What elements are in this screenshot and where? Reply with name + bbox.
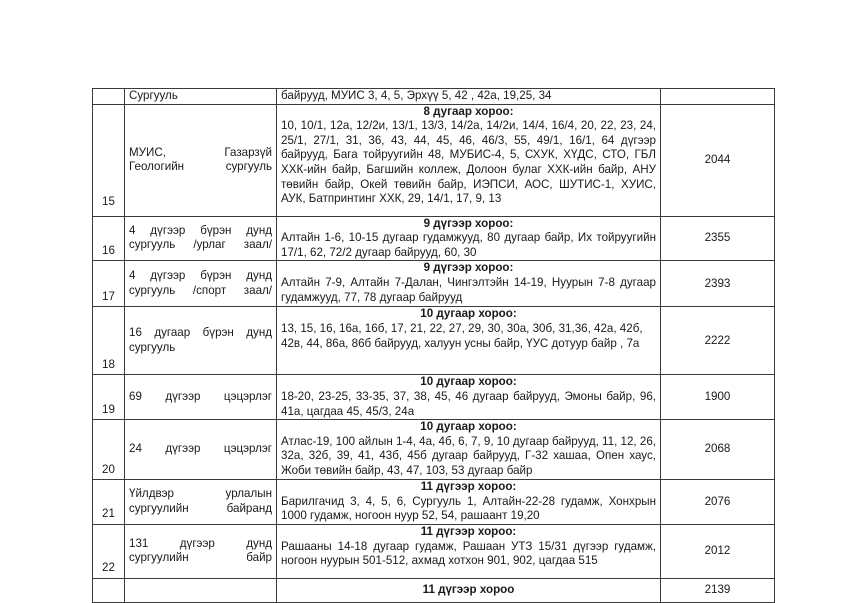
table-row [93, 375, 775, 420]
address-text: Барилгачид 3, 4, 5, 6, Сургууль 1, Алтайн-22-28 гудамж, Хонхрын 1000 гудамж, ногоон нуур 52, 54, рашаант 19,20 [281, 494, 656, 523]
row-number: 15 [93, 104, 125, 216]
table-row [93, 420, 775, 480]
khoroo-heading: 11 дүгээр хороо: [420, 480, 517, 494]
khoroo-heading: 11 дүгээр хороо [422, 583, 515, 597]
khoroo-heading: 8 дугаар хороо: [423, 104, 514, 118]
station-name: Үйлдвэр урлалын сургуулийн байранд [125, 480, 277, 525]
address-cell [277, 480, 661, 525]
khoroo-heading: 10 дугаар хороо: [420, 375, 517, 389]
table-row [93, 104, 775, 216]
station-name: 16 дугаар бүрэн дунд сургууль [125, 307, 277, 375]
address-cell [277, 578, 661, 602]
voter-count: 2139 [661, 578, 775, 602]
voter-count [661, 89, 775, 105]
address-cell [277, 261, 661, 307]
table-row [93, 578, 775, 602]
address-cell [277, 524, 661, 578]
address-text: байрууд, МУИС 3, 4, 5, Эрхүү 5, 42 , 42а, 19,25, 34 [281, 89, 552, 102]
station-name: 4 дүгээр бүрэн дунд сургууль /спорт заал/ [125, 261, 277, 307]
address-text: Алтайн 1-6, 10-15 дугаар гудамжууд, 80 дугаар байр, Их тойруугийн 17/1, 62, 72/2 дугаар байрууд, 60, 30 [281, 231, 656, 259]
voter-count: 2076 [661, 480, 775, 525]
address-text: Атлас-19, 100 айлын 1-4, 4а, 4б, 6, 7, 9, 10 дугаар байрууд, 11, 12, 26, 32а, 32б, 39, 41, 43б, 45б дугаар байрууд, Г-32 хашаа, Опен хаус, Жоби төвийн байр, 43, 47, 103, 53 дугаар байр [281, 434, 656, 477]
khoroo-heading: 9 дүгээр хороо: [423, 216, 514, 230]
voter-count: 1900 [661, 375, 775, 420]
khoroo-heading: 9 дүгээр хороо: [423, 261, 514, 275]
row-number: 22 [93, 524, 125, 578]
address-text: 13, 15, 16, 16а, 16б, 17, 21, 22, 27, 29, 30, 30а, 30б, 31,36, 42а, 42б, [281, 321, 643, 335]
address-text: 42в, 44, 86а, 86б байрууд, халуун усны байр, ҮУС дотуур байр , 7а [281, 336, 640, 350]
table-row [93, 261, 775, 307]
station-name: Сургууль [125, 89, 277, 105]
address-cell [277, 104, 661, 216]
voter-count: 2068 [661, 420, 775, 480]
row-number: 17 [93, 261, 125, 307]
polling-station-table [92, 88, 775, 603]
row-number: 16 [93, 216, 125, 261]
khoroo-heading: 11 дүгээр хороо: [420, 524, 517, 538]
station-name [125, 578, 277, 602]
address-cell [277, 420, 661, 480]
voter-count: 2044 [661, 104, 775, 216]
voter-count: 2222 [661, 307, 775, 375]
station-name: 131 дүгээр дунд сургуулийн байр [125, 524, 277, 578]
table-row [93, 89, 775, 105]
row-number [93, 89, 125, 105]
table-row [93, 307, 775, 375]
row-number: 19 [93, 375, 125, 420]
address-cell [277, 216, 661, 261]
voter-count: 2355 [661, 216, 775, 261]
khoroo-heading: 10 дугаар хороо: [420, 307, 517, 321]
voter-count: 2012 [661, 524, 775, 578]
station-name: МУИС, Газарзүй Геологийн сургууль [125, 104, 277, 216]
row-number: 18 [93, 307, 125, 375]
address-text: 10, 10/1, 12а, 12/2и, 13/1, 13/3, 14/2а, 14/2и, 14/4, 16/4, 20, 22, 23, 24, 25/1, 27/1, 31, 36, 43, 44, 45, 46, 46/3, 55, 49/1, 16/1, 64 дүгээр байрууд, Бага тойруугийн 48, МУБИС-4, 5, СХУК, ХҮДС, СТО, ГБЛ ХХК-ийн байр, Багшийн коллеж, Долоон булаг ХХК-ийн байр, АНУ төвийн байр, Окей төвийн байр, ИЭПСИ, АОС, ШУТИС-1, ХУИС, АУК, Батпринтинг ХХК, 29, 14/1, 17, 9, 13 [281, 119, 656, 206]
voter-count: 2393 [661, 261, 775, 307]
address-cell [277, 307, 661, 375]
row-number: 20 [93, 420, 125, 480]
table-body [93, 89, 775, 603]
table-row [93, 524, 775, 578]
address-text: Алтайн 7-9, Алтайн 7-Далан, Чингэлтэйн 14-19, Нуурын 7-8 дугаар гудамжууд, 77, 78 дугаар байрууд [281, 275, 656, 304]
station-name: 4 дүгээр бүрэн дунд сургууль /урлаг заал/ [125, 216, 277, 261]
station-name: 24 дүгээр цэцэрлэг [125, 420, 277, 480]
row-number: 21 [93, 480, 125, 525]
address-cell [277, 375, 661, 420]
khoroo-heading: 10 дугаар хороо: [420, 420, 517, 434]
row-number [93, 578, 125, 602]
station-name: 69 дүгээр цэцэрлэг [125, 375, 277, 420]
address-text: Рашааны 14-18 дугаар гудамж, Рашаан УТЗ 15/31 дүгээр гудамж, ногоон нуурын 501-512, ахмад хотхон 901, 902, цагдаа 515 [281, 539, 656, 568]
table-row [93, 480, 775, 525]
address-cell [277, 89, 661, 105]
table-row [93, 216, 775, 261]
address-text: 18-20, 23-25, 33-35, 37, 38, 45, 46 дугаар байрууд, Эмоны байр, 96, 41а, цагдаа 45, 45/3, 24а [281, 389, 656, 418]
